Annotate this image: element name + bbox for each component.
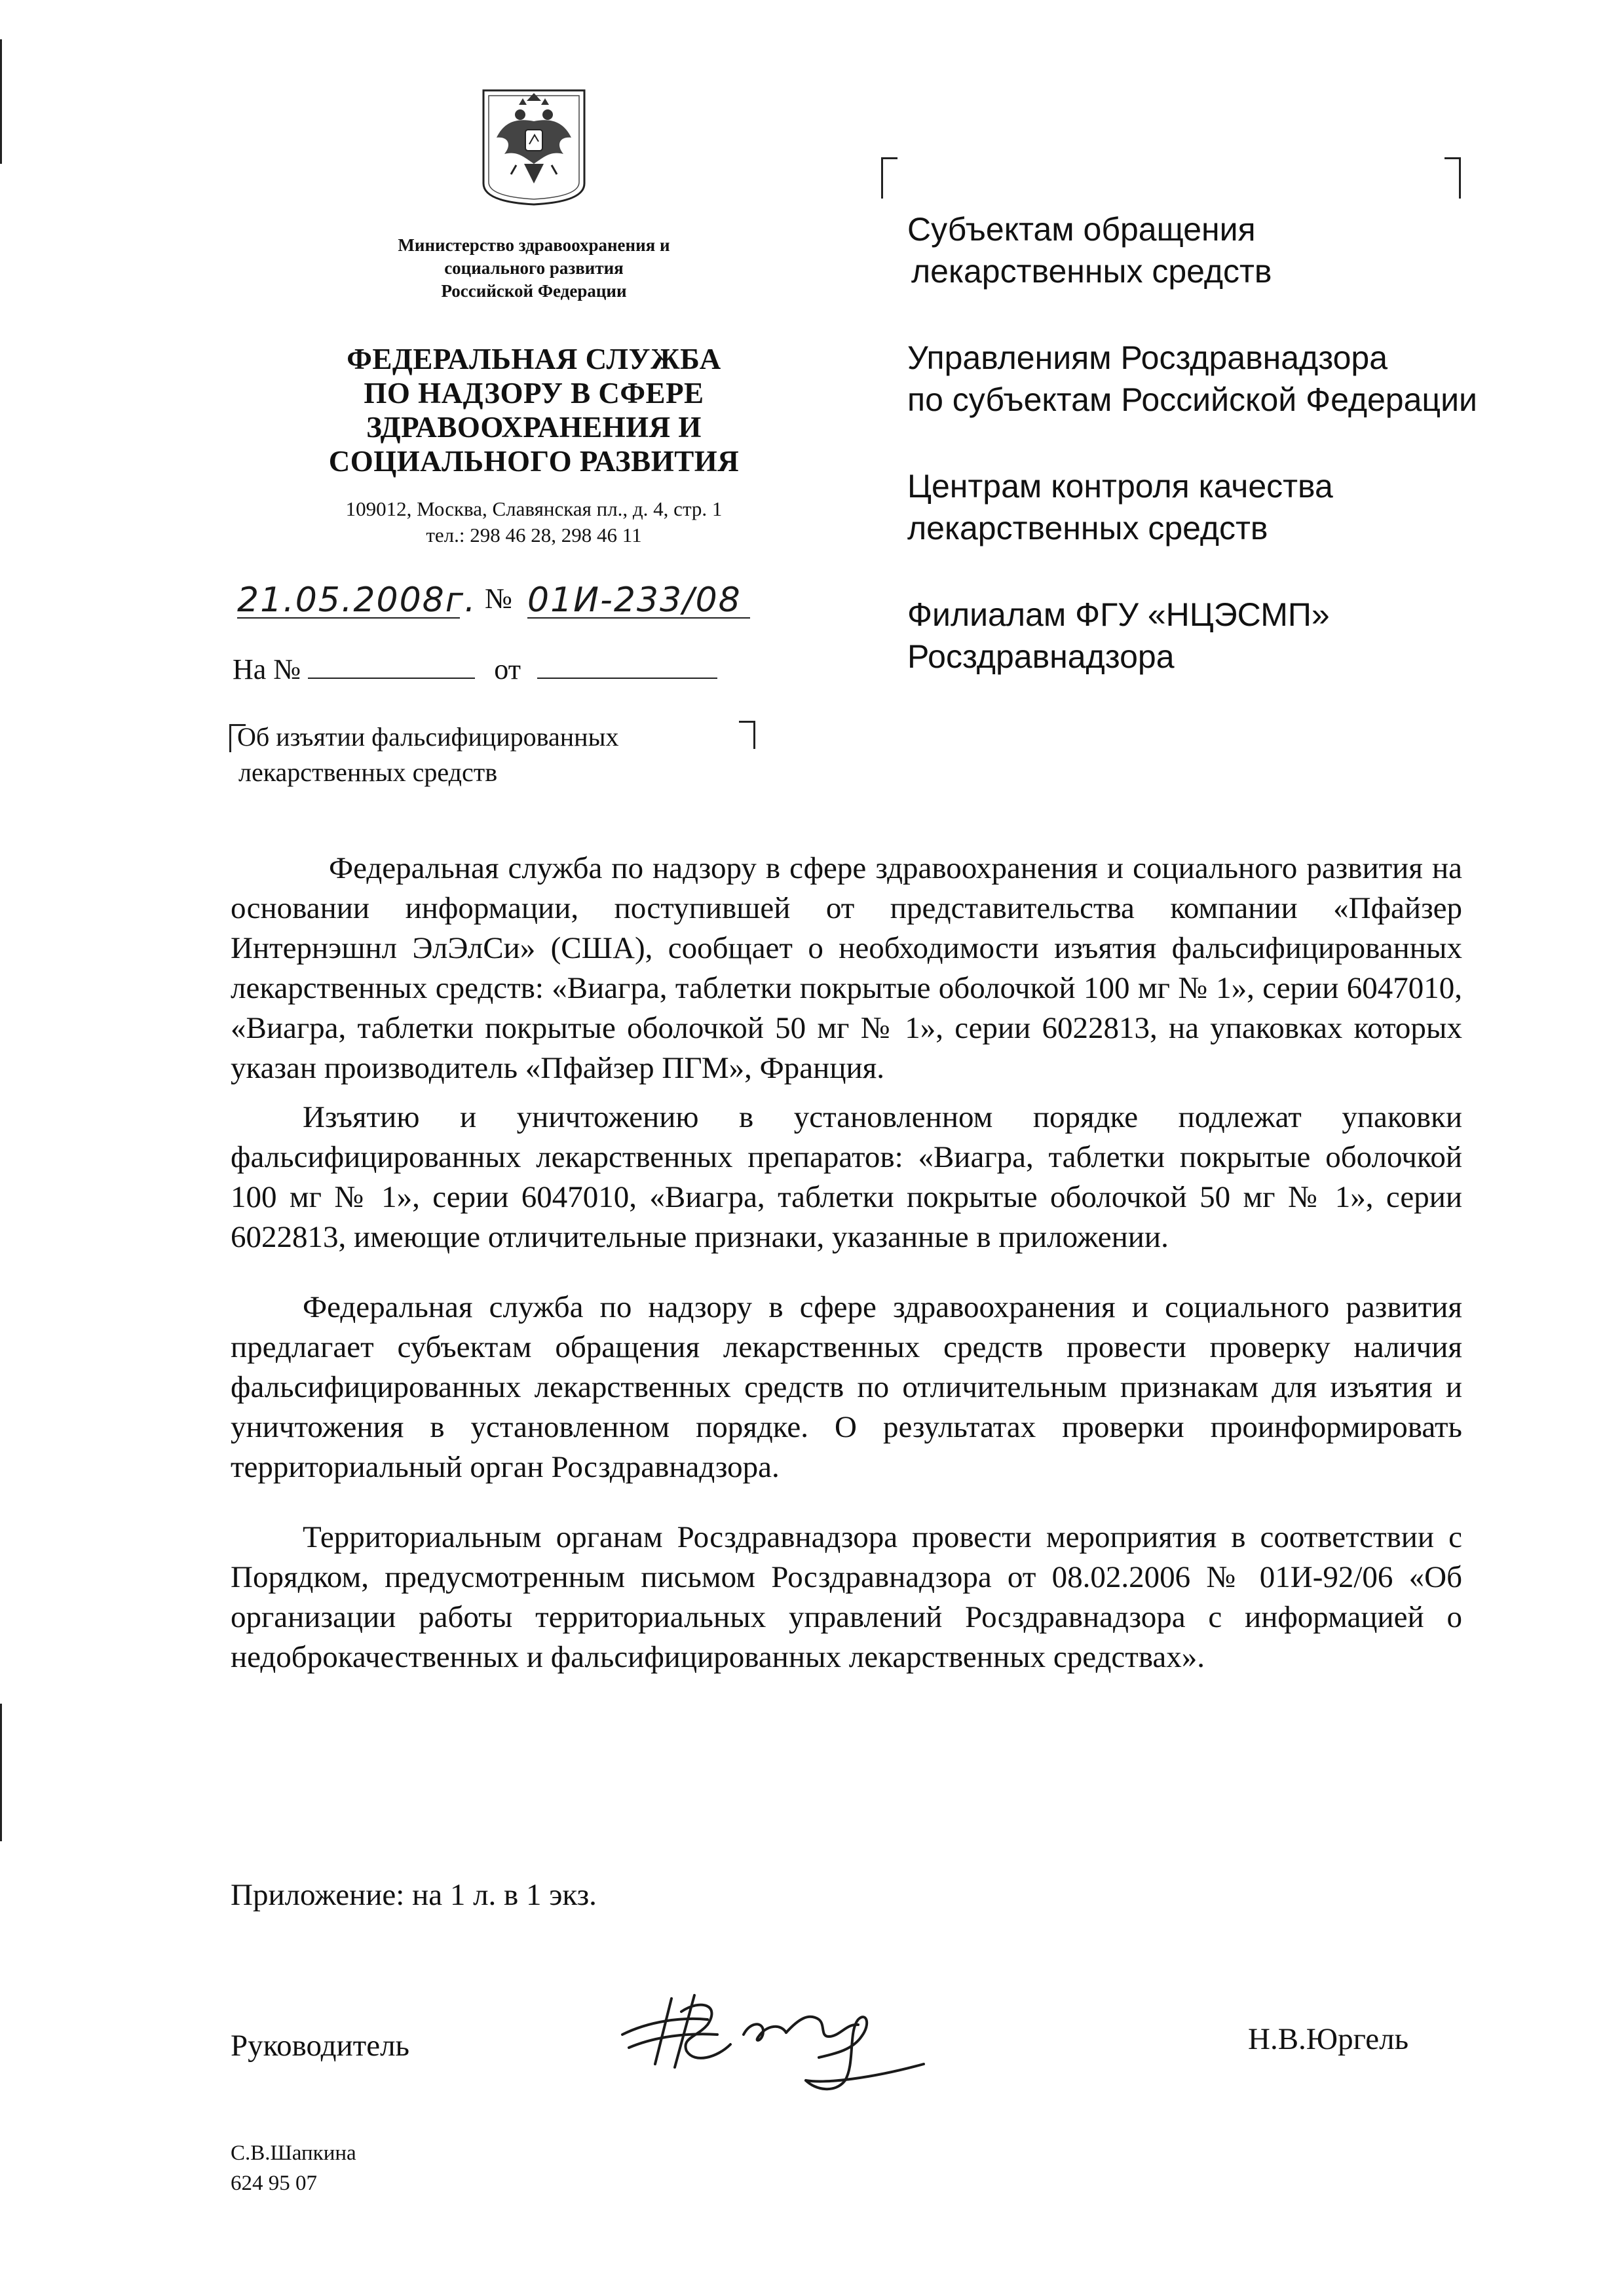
letter-body [231,849,1462,1687]
reply-number-blank [308,649,475,679]
address-block [288,496,780,548]
postal-address: 109012, Москва, Славянская пл., д. 4, стр. 1 [345,497,723,520]
addressee [907,594,1589,678]
body-paragraph: Федеральная служба по надзору в сфере здравоохранения и социального развития на основании информации, поступившей от представительства компании «Пфайзер Интернэшнл ЭлЭлСи» (США), сообщает о необходимости изъятия фальсифицированных лекарственных средств: «Виагра, таблетки покрытые оболочкой 100 мг № 1», серии 6047010, «Виагра, таблетки покрытые оболочкой 50 мг № 1», серии 6022813, на упаковках которых указан производитель «Пфайзер ПГМ», Франция. [231,851,1462,1085]
reply-to-label: На № [233,653,301,685]
coat-of-arms-icon [478,85,590,206]
body-paragraph: Изъятию и уничтожению в установленном порядке подлежат упаковки фальсифицированных лекарственных препаратов: «Виагра, таблетки покрытые оболочкой 100 мг № 1», серии 6047010, «Виагра, таблетки покрытые оболочкой 50 мг № 1», серии 6022813, имеющие отличительные признаки, указанные в приложении. [231,1100,1462,1254]
addressee-line: Росздравнадзора [907,638,1175,675]
subject-bracket-right [739,721,755,749]
addressee-line: Филиалам ФГУ «НЦЭСМП» [907,596,1330,633]
addressee-line: лекарственных средств [907,510,1268,546]
addressee-line: Субъектам обращения [907,211,1256,248]
service-name [288,342,780,478]
addressee [907,337,1589,421]
handwritten-number: 01И-233/08 [527,581,750,619]
subject-line: лекарственных средств [238,757,498,787]
scan-edge-mark [0,1704,2,1841]
reply-reference-line [233,649,796,688]
registration-line [223,577,773,622]
subject-line: Об изъятии фальсифицированных [237,722,619,752]
addressee-line: Центрам контроля качества [907,468,1333,505]
number-label: № [485,583,512,615]
subject [237,719,618,790]
reply-date-blank [537,649,717,679]
appendix-note: Приложение: на 1 л. в 1 экз. [231,1878,597,1912]
service-line: ПО НАДЗОРУ В СФЕРЕ [364,377,704,410]
addressee-list [907,208,1589,722]
addressee-bracket-right [1445,157,1461,199]
executor-name: С.В.Шапкина [231,2141,356,2165]
ministry-name [308,234,760,303]
phone-numbers: тел.: 298 46 28, 298 46 11 [426,524,642,546]
ministry-line: Российской Федерации [441,281,627,301]
from-label: от [494,653,521,685]
addressee-bracket-left [881,157,897,199]
service-line: ЗДРАВООХРАНЕНИЯ И [366,411,702,444]
executor-block [231,2138,356,2198]
executor-phone: 624 95 07 [231,2172,317,2195]
signer-name: Н.В.Юргель [1248,2022,1409,2056]
scan-edge-mark [0,39,2,164]
addressee [907,208,1589,292]
body-paragraph: Территориальным органам Росздравнадзора провести мероприятия в соответствии с Порядком, предусмотренным письмом Росздравнадзора от 08.02.2006 № 01И-92/06 «Об организации работы территориальных управлений Росздравнадзора с информацией о недоброкачественных и фальсифицированных лекарственных средствах». [231,1520,1462,1674]
addressee [907,465,1589,549]
handwritten-date: 21.05.2008г. [237,581,477,620]
ministry-line: Министерство здравоохранения и [398,235,670,255]
addressee-line: Управлениям Росздравнадзора [907,339,1388,376]
addressee-line: лекарственных средств [911,253,1272,290]
addressee-line: по субъектам Российской Федерации [907,381,1477,418]
ministry-line: социального развития [444,258,624,278]
handwritten-signature [609,1959,950,2103]
body-paragraph: Федеральная служба по надзору в сфере здравоохранения и социального развития предлагает субъектам обращения лекарственных средств провести проверку наличия фальсифицированных лекарственных средств по отличительным признакам для изъятия и уничтожения в установленном порядке. О результатах проверки проинформировать территориальный орган Росздравнадзора. [231,1290,1462,1484]
service-line: ФЕДЕРАЛЬНАЯ СЛУЖБА [347,343,721,375]
signer-title: Руководитель [231,2029,409,2063]
service-line: СОЦИАЛЬНОГО РАЗВИТИЯ [328,445,740,478]
